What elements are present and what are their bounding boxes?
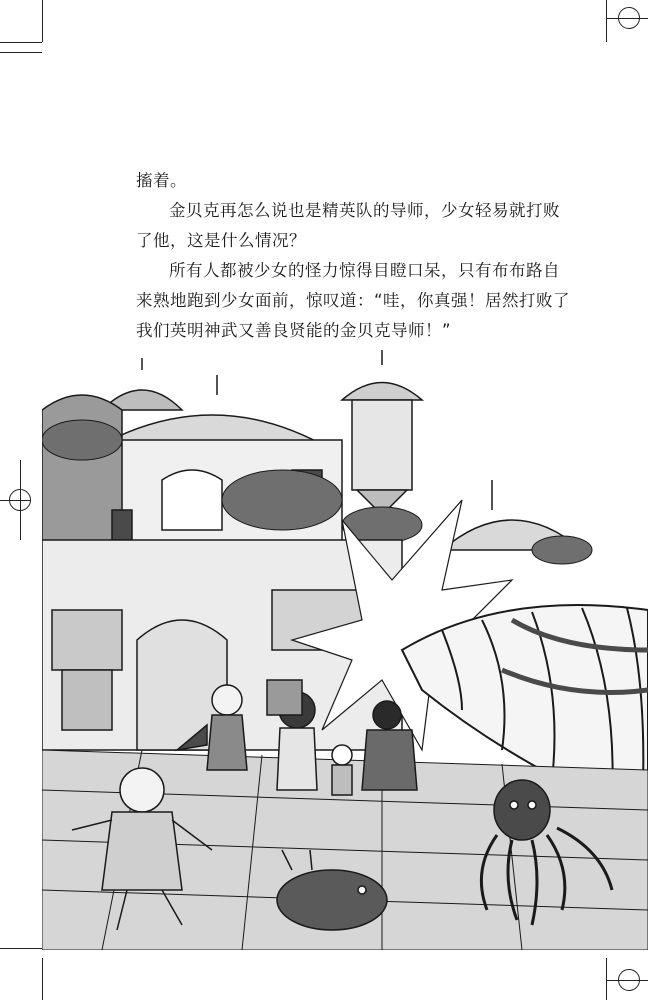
body-text xyxy=(136,166,576,346)
small-child xyxy=(332,745,352,795)
paragraph: 所有人都被少女的怪力惊得目瞪口呆，只有布布路自来熟地跑到少女面前，惊叹道：“哇，你真强！居然打败了我们英明神武又善良贤能的金贝克导师！” xyxy=(136,261,571,340)
paragraph: 金贝克再怎么说也是精英队的导师，少女轻易就打败了他，这是什么情况？ xyxy=(136,201,560,250)
illustration-battle-scene xyxy=(42,350,648,950)
paragraph-continuation: 搐着。 xyxy=(136,171,187,190)
palace-background xyxy=(42,350,582,560)
